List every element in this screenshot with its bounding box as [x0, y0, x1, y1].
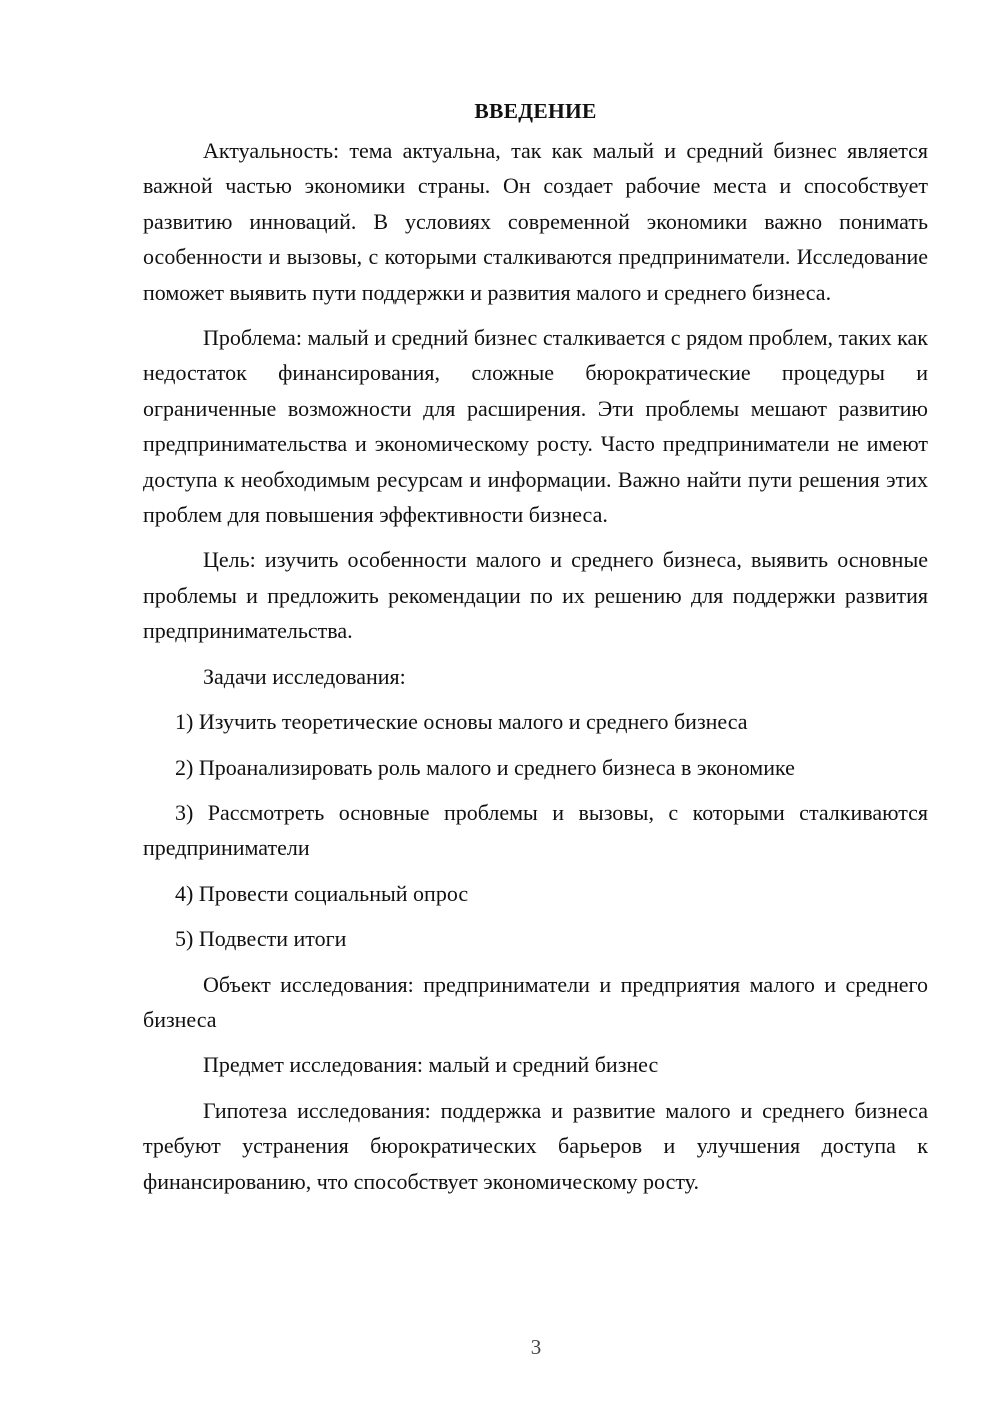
- task-item: 5) Подвести итоги: [175, 926, 347, 952]
- subject-paragraph: Предмет исследования: малый и средний бизнес: [203, 1052, 659, 1078]
- problem-paragraph: Проблема: малый и средний бизнес сталкивается с рядом проблем, таких как недостаток финансирования, сложные бюрократические процедуры и ограниченные возможности для расширения. Эти проблемы мешают развитию предпринимательства и экономическому росту. Часто предприниматели не имеют доступа к необходимым ресурсам и информации. Важно найти пути решения этих проблем для повышения эффективности бизнеса.: [143, 325, 928, 528]
- task-item: 1) Изучить теоретические основы малого и среднего бизнеса: [175, 709, 748, 735]
- task-item: 4) Провести социальный опрос: [175, 880, 469, 906]
- goal-paragraph: Цель: изучить особенности малого и среднего бизнеса, выявить основные проблемы и предложить рекомендации по их решению для поддержки развития предпринимательства.: [143, 547, 928, 644]
- task-item: 3) Рассмотреть основные проблемы и вызовы, с которыми сталкиваются предприниматели: [143, 799, 928, 861]
- hypothesis-paragraph: Гипотеза исследования: поддержка и развитие малого и среднего бизнеса требуют устранения бюрократических барьеров и улучшения доступа к финансированию, что способствует экономическому росту.: [143, 1097, 928, 1194]
- tasks-heading: Задачи исследования:: [203, 663, 406, 689]
- section-title: ВВЕДЕНИЕ: [474, 99, 597, 123]
- task-item: 2) Проанализировать роль малого и среднего бизнеса в экономике: [175, 754, 795, 780]
- page-number: 3: [530, 1335, 542, 1359]
- relevance-paragraph: Актуальность: тема актуальна, так как малый и средний бизнес является важной частью экономики страны. Он создает рабочие места и способствует развитию инноваций. В условиях современной экономики важно понимать особенности и вызовы, с которыми сталкиваются предприниматели. Исследование поможет выявить пути поддержки и развития малого и среднего бизнеса.: [143, 138, 928, 305]
- page-content: [143, 95, 928, 1209]
- object-paragraph: Объект исследования: предприниматели и предприятия малого и среднего бизнеса: [143, 971, 928, 1032]
